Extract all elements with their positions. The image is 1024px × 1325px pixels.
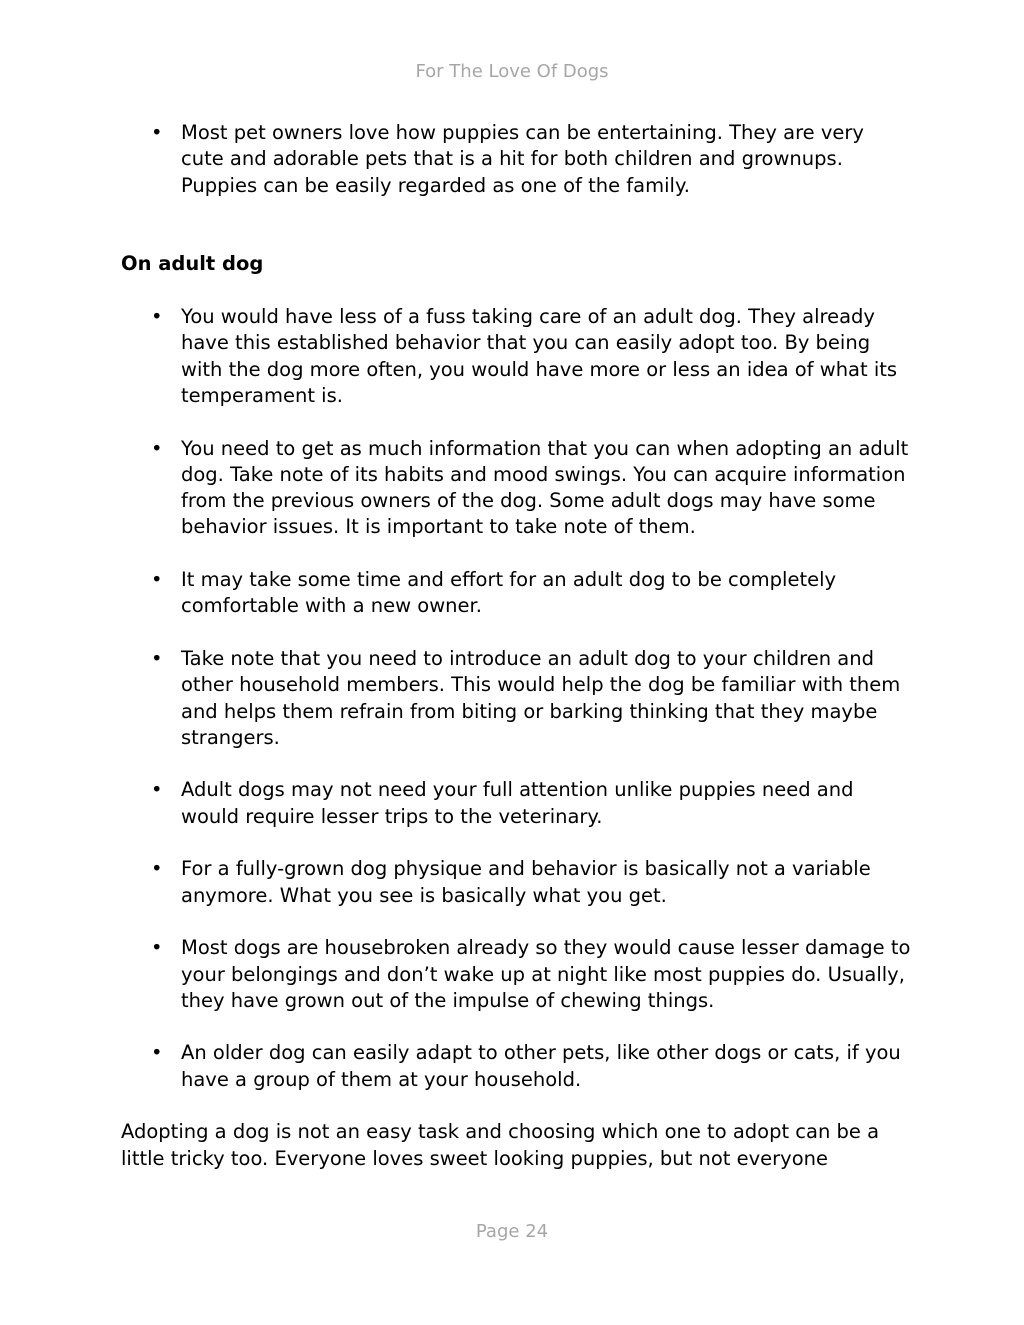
page-body bbox=[121, 120, 911, 1172]
list-item-text: Most pet owners love how puppies can be entertaining. They are very cute and adorable pets that is a hit for both children and grownups. Puppies can be easily regarded as one of the family. bbox=[181, 121, 864, 197]
bullet-icon: • bbox=[151, 857, 163, 881]
section-heading: On adult dog bbox=[121, 252, 264, 276]
page-header: For The Love Of Dogs bbox=[415, 61, 609, 82]
bullet-icon: • bbox=[151, 121, 163, 144]
list-item bbox=[121, 120, 911, 199]
list-item-text: For a fully-grown dog physique and behavior is basically not a variable anymore. What you see is basically what you get. bbox=[181, 857, 871, 907]
list-item bbox=[121, 304, 911, 409]
list-item-text: Take note that you need to introduce an adult dog to your children and other household members. This would help the dog be familiar with them and helps them refrain from biting or barking thinking that they maybe strangers. bbox=[181, 646, 901, 749]
bullet-icon: • bbox=[151, 936, 163, 960]
list-item-text: Adult dogs may not need your full attention unlike puppies need and would require lesser trips to the veterinary. bbox=[181, 778, 854, 828]
bullet-icon: • bbox=[151, 1041, 163, 1065]
list-item bbox=[121, 777, 911, 830]
bullet-icon: • bbox=[151, 305, 163, 329]
list-item bbox=[121, 646, 911, 751]
list-item-text: You would have less of a fuss taking care of an adult dog. They already have this established behavior that you can easily adopt too. By being with the dog more often, you would have more or less an idea of what its temperament is. bbox=[181, 305, 898, 407]
list-item bbox=[121, 567, 911, 620]
list-item bbox=[121, 1040, 911, 1093]
list-item-text: An older dog can easily adapt to other pets, like other dogs or cats, if you have a group of them at your household. bbox=[181, 1041, 901, 1091]
bullet-icon: • bbox=[151, 778, 163, 802]
adult-dog-bullet-list bbox=[121, 304, 911, 1093]
list-item bbox=[121, 856, 911, 909]
intro-bullet-list bbox=[121, 120, 911, 199]
list-item-text: Most dogs are housebroken already so they would cause lesser damage to your belongings and don’t wake up at night like most puppies do. Usually, they have grown out of the impulse of chewing things. bbox=[181, 936, 911, 1012]
bullet-icon: • bbox=[151, 568, 163, 592]
list-item bbox=[121, 935, 911, 1014]
page-number: Page 24 bbox=[475, 1221, 549, 1242]
list-item bbox=[121, 436, 911, 541]
bullet-icon: • bbox=[151, 646, 163, 670]
bullet-icon: • bbox=[151, 436, 163, 460]
list-item-text: It may take some time and effort for an adult dog to be completely comfortable with a new owner. bbox=[181, 568, 837, 618]
list-item-text: You need to get as much information that you can when adopting an adult dog. Take note of its habits and mood swings. You can acquire information from the previous owners of the dog. Some adult dogs may have some behavior issues. It is important to take note of them. bbox=[181, 436, 909, 539]
closing-paragraph: Adopting a dog is not an easy task and choosing which one to adopt can be a little tricky too. Everyone loves sweet looking puppies, but not everyone bbox=[121, 1120, 880, 1170]
